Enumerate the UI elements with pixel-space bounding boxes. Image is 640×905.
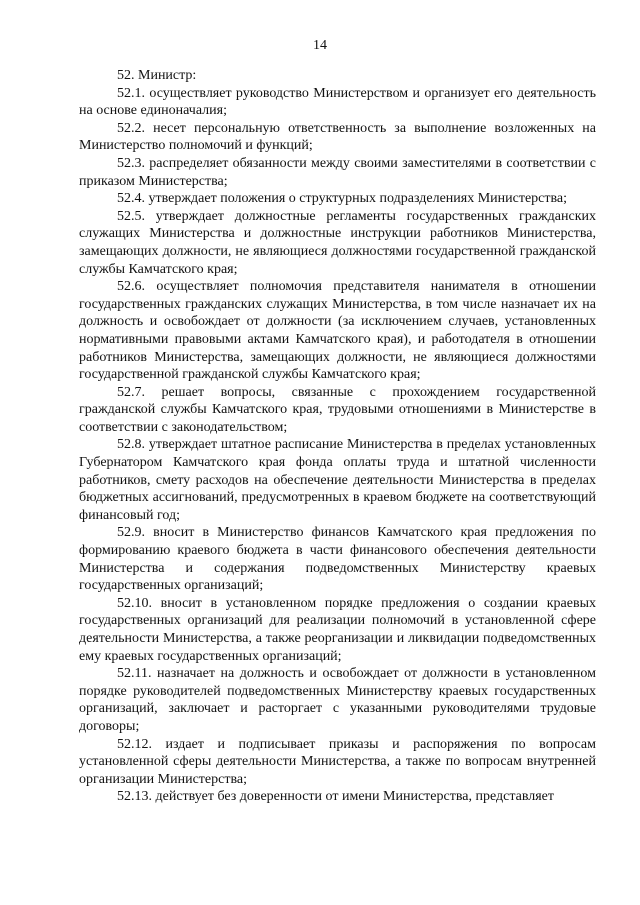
paragraph-52-10: 52.10. вносит в установленном порядке предложения о создании краевых государственных организаций для реализации полномочий в установленной сфере деятельности Министерства, а также реорганизации и ликвидации подведомственных ему краевых государственных организаций; [79, 595, 596, 664]
paragraph-52-6: 52.6. осуществляет полномочия представителя нанимателя в отношении государственных гражданских служащих Министерства, в том числе назначает их на должность и освобождает от должности (за исключением случаев, установленных нормативными правовыми актами Камчатского края), и работодателя в отношении работников Министерства, замещающих должности, не являющиеся должностями государственной гражданской службы Камчатского края; [79, 279, 596, 383]
paragraph-52-7: 52.7. решает вопросы, связанные с прохождением государственной гражданской службы Камчатского края, трудовыми отношениями в Министерстве в соответствии с законодательством; [79, 384, 596, 435]
paragraph-52-3: 52.3. распределяет обязанности между своими заместителями в соответствии с приказом Министерства; [79, 155, 596, 189]
paragraph-52-11: 52.11. назначает на должность и освобождает от должности в установленном порядке руководителей подведомственных Министерству краевых государственных организаций, заключает и расторгает с указанными руководителями трудовые договоры; [79, 666, 596, 734]
paragraph-52-heading: 52. Министр: [117, 68, 197, 83]
paragraph-52-13: 52.13. действует без доверенности от имени Министерства, представляет [117, 789, 555, 805]
page-number: 14 [313, 38, 327, 53]
paragraph-52-2: 52.2. несет персональную ответственность за выполнение возложенных на Министерство полномочий и функций; [79, 120, 596, 154]
paragraph-52-1: 52.1. осуществляет руководство Министерством и организует его деятельность на основе единоначалия; [79, 85, 596, 119]
paragraph-52-4: 52.4. утверждает положения о структурных подразделениях Министерства; [117, 191, 568, 207]
paragraph-52-5: 52.5. утверждает должностные регламенты государственных гражданских служащих Министерства и должностные инструкции работников Министерства, замещающих должности, не являющиеся должностями государственной гражданской службы Камчатского края; [79, 208, 596, 277]
paragraph-52-9: 52.9. вносит в Министерство финансов Камчатского края предложения по формированию краевого бюджета в части финансового обеспечения деятельности Министерства и содержания подведомственных Министерству краевых государственных организаций; [79, 525, 596, 594]
paragraph-52-12: 52.12. издает и подписывает приказы и распоряжения по вопросам установленной сферы деятельности Министерства, а также по вопросам внутренней организации Министерства; [79, 736, 596, 787]
document-body [79, 67, 596, 806]
paragraph-52-8: 52.8. утверждает штатное расписание Министерства в пределах установленных Губернатором Камчатского края фонда оплаты труда и штатной численности работников, смету расходов на обеспечение деятельности Министерства в пределах бюджетных ассигнований, предусмотренных в краевом бюджете на соответствующий финансовый год; [79, 437, 596, 523]
